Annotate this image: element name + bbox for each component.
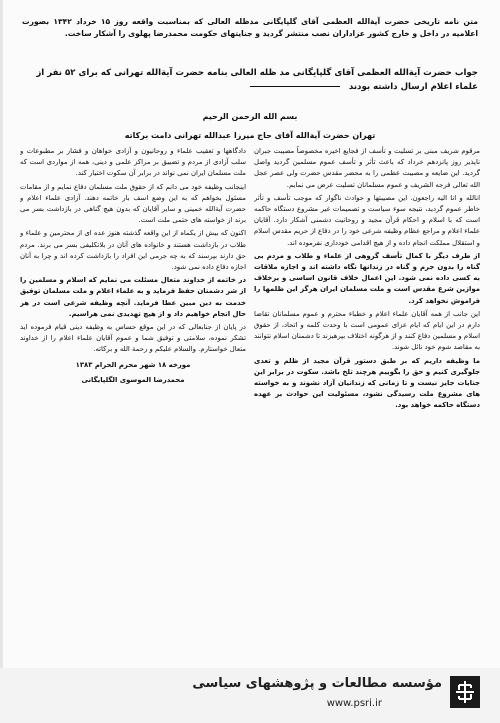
left-column: [20, 146, 246, 666]
paragraph: مرقوم شریف مبنی بر تسلیت و تأسف از فجایع اخیره مخصوصاً مصیبت جبران ناپذیر روز پانزدهم خرداد که باعث تأثر و تأسف عموم مسلمین گردید واصل گردید. این ضایعه و مصیبت عظمی را به محضر مقدس حضرت ولی عصر عجل الله تعالی فرجه الشریف و عموم مسلمانان تسلیت عرض می نمایم.: [254, 147, 480, 189]
paragraph: در پایان از جنابعالی که در این موقع حساس به وظیفه دینی قیام فرموده اید تشکر نموده، سلامتی و توفیق شما و عموم آقایان علماء اعلام را از خداوند متعال خواستارم. والسلام علیکم و رحمة الله و برکاته.: [20, 323, 246, 354]
addressee-line: تهران حضرت آیةالله آقای حاج میرزا عبدالله تهرانی دامت برکاته: [124, 131, 376, 140]
paragraph: انالله و انا الیه راجعون. این مصیبتها و حوادث ناگوار که موجب تأسف و تأثر خاطر عموم گردید، نتیجه سوء سیاست و تصمیمات غیر مشروع دستگاه حاکمه است که با اسلام و احکام قرآن مجید و روحانیت دشمنی آشکار دارد. آقایان علماء اعلام و مراجع عظام وظیفه شرعی خود را در دفاع از حریم مقدس اسلام و استقلال مملکت انجام داده و از هیچ اقدامی خودداری نفرموده اند.: [254, 193, 480, 247]
date-line: مورخه ۱۸ شهر محرم الحرام ۱۳۸۳: [75, 360, 191, 369]
watermark-footer: [0, 668, 500, 723]
right-column: [254, 146, 480, 666]
bismillah: بسم الله الرحمن الرحیم: [202, 112, 298, 121]
paragraph: اکنون که بیش از یکماه از این واقعه گذشته هنوز عده ای از محترمین و علماء و طلاب در بازداشت هستند و خانواده های آنان در بلاتکلیفی بسر می برند. مردم حق دارند بپرسند که به چه جرمی این افراد را بازداشت کرده اند و چرا به آنان اجازه دفاع داده نمی شود.: [20, 229, 246, 272]
signature: محمدرضا الموسوی الگلپایگانی: [81, 375, 185, 384]
intro-text: متن نامه تاریخی حضرت آیةالله العظمی آقای گلپایگانی مدظله العالی که بمناسبت واقعه روز ۱۵ خرداد ۱۳۴۲ بصورت اعلامیه در داخل و خارج کشور عزاداران نصب منتشر گردید و جنایتهای حکومت محمدرضا پهلوی را آشکار ساخت.: [22, 17, 478, 38]
scan-edge: [0, 0, 3, 723]
institute-url[interactable]: www.psri.ir: [326, 698, 382, 709]
paragraph: این جانب از همه آقایان علماء اعلام و خطباء محترم و عموم مسلمانان تقاضا دارم در این ایام که ایام عزای عمومی است با وحدت کلمه و اتحاد، از حقوق اسلام و مسلمین دفاع کنند و از هرگونه اختلاف بپرهیزند تا دشمنان اسلام نتوانند به مقاصد شوم خود نائل شوند.: [254, 309, 480, 352]
heading-text: جواب حضرت آیةالله العظمی آقای گلپایگانی مد ظله العالی بنامه حضرت آیةالله تهرانی که برای ۵۲ نفر از علماء اعلام ارسال داشته بودند: [36, 68, 478, 92]
paragraph: دادگاهها و تعقیب علماء و روحانیون و آزادی خواهان و فشار بر مطبوعات و سلب آزادی از مردم و تضییق بر مراکز علمی و دینی، همه از مواردی است که ملت مسلمان ایران نمی تواند در برابر آن سکوت اختیار کند.: [20, 147, 246, 178]
paragraph: از طرف دیگر با کمال تأسف گروهی از علماء و طلاب و مردم بی گناه را بدون جرم و گناه در زندانها نگاه داشته اند و اجازه ملاقات به کسی داده نمی شود. این اعمال خلاف قانون اساسی و برخلاف موازین شرع مقدس است و ملت مسلمان ایران هرگز این ظلمها را فراموش نخواهد کرد.: [254, 251, 480, 305]
institute-logo-icon: [450, 676, 480, 708]
paragraph: در خاتمه از خداوند متعال مسئلت می نمایم که اسلام و مسلمین را از شر دشمنان حفظ فرماید و به علماء اعلام و ملت مسلمان توفیق خدمت به دین مبین عطا فرماید. آنچه وظیفه شرعی است در هر حال انجام خواهیم داد و از هیچ تهدیدی نمی هراسیم.: [20, 276, 246, 318]
paragraph: اینجانب وظیفه خود می دانم که از حقوق ملت مسلمان دفاع نمایم و از مقامات مسئول بخواهم که به این وضع اسف بار خاتمه دهند. آزادی علماء اعلام و حضرت آیةالله خمینی و سایر آقایان که بدون هیچ گناهی در بازداشت بسر می برند از خواسته های حتمی ملت است.: [20, 182, 246, 225]
institute-name: مؤسسه مطالعات و پژوهشهای سیاسی: [192, 676, 442, 691]
letter-heading: [22, 66, 478, 94]
heading-underline: [250, 86, 340, 87]
paragraph: ما وظیفه داریم که بر طبق دستور قرآن مجید از ظلم و تعدی جلوگیری کنیم و حق را بگوییم هرچند تلخ باشد. سکوت در برابر این جنایات جایز نیست و تا زمانی که زندانیان آزاد نشوند و به خواسته های مشروع ملت رسیدگی نشود، مسئولیت این حوادث بر عهده دستگاه حاکمه خواهد بود.: [254, 356, 480, 410]
